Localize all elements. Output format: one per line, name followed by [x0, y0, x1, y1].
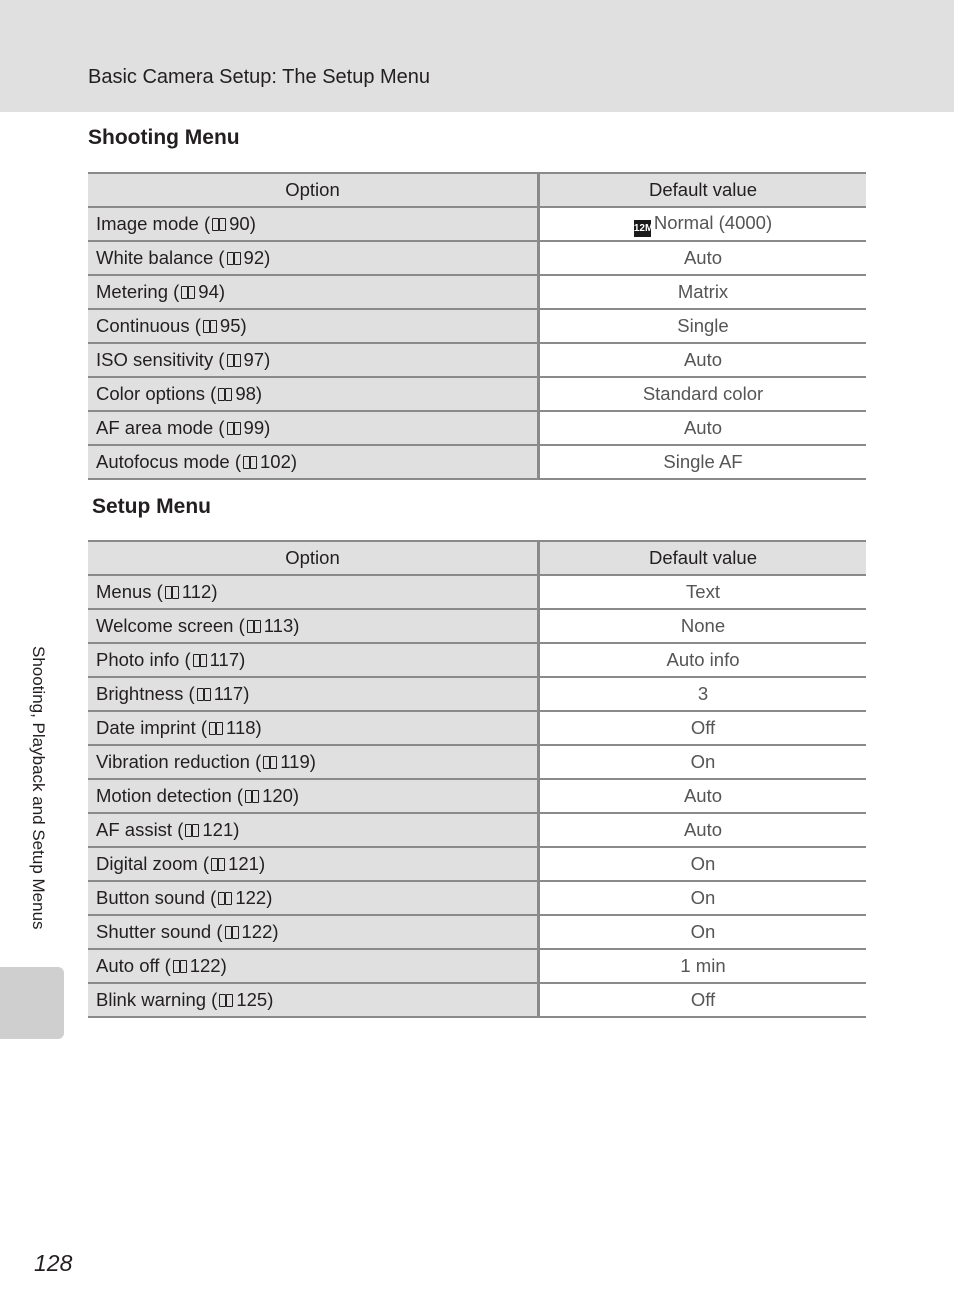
table-row — [88, 575, 866, 609]
default-value-cell — [539, 643, 867, 677]
default-value: 3 — [697, 683, 709, 704]
table-row — [88, 745, 866, 779]
default-value-cell — [539, 377, 867, 411]
table-row — [88, 677, 866, 711]
side-tab — [0, 967, 64, 1039]
option-name: Digital zoom ( — [96, 853, 210, 874]
table-row — [88, 711, 866, 745]
default-value-cell — [539, 309, 867, 343]
option-name: Blink warning ( — [96, 989, 218, 1010]
page-reference: 121) — [228, 853, 266, 874]
page-reference: 97) — [243, 349, 271, 370]
option-name: Auto off ( — [96, 955, 171, 976]
table-row — [88, 881, 866, 915]
table-row — [88, 949, 866, 983]
default-value-cell — [539, 745, 867, 779]
page-reference-icon — [184, 823, 201, 838]
default-value-cell — [539, 711, 867, 745]
default-value: Text — [686, 581, 720, 602]
page-reference-icon — [218, 993, 235, 1008]
page-reference-icon — [226, 353, 243, 368]
page-reference: 113) — [263, 615, 300, 636]
running-header: Basic Camera Setup: The Setup Menu — [88, 66, 431, 88]
option-cell — [88, 983, 539, 1017]
option-cell — [88, 813, 539, 847]
setup-menu-table — [88, 540, 866, 1018]
page-reference-icon — [208, 721, 225, 736]
option-cell — [88, 275, 539, 309]
option-name: ISO sensitivity ( — [96, 349, 225, 370]
default-value: On — [690, 921, 716, 942]
default-value-cell — [539, 411, 867, 445]
option-cell — [88, 949, 539, 983]
table-row — [88, 609, 866, 643]
option-cell — [88, 343, 539, 377]
table-row — [88, 813, 866, 847]
default-value-column-header: Default value — [539, 541, 867, 575]
page-reference-icon — [210, 857, 227, 872]
option-cell — [88, 445, 539, 479]
page-reference: 120) — [262, 785, 300, 806]
option-name: AF assist ( — [96, 819, 184, 840]
page-reference: 118) — [226, 717, 262, 738]
option-cell — [88, 847, 539, 881]
default-value: Off — [690, 989, 716, 1010]
default-value-column-header: Default value — [539, 173, 867, 207]
option-name: Brightness ( — [96, 683, 195, 704]
default-value: On — [690, 887, 716, 908]
option-name: Date imprint ( — [96, 717, 208, 738]
default-value: Auto — [683, 785, 723, 806]
side-tab-label: Shooting, Playback and Setup Menus — [29, 646, 48, 930]
table-header-row — [88, 541, 866, 575]
option-column-header: Option — [88, 541, 539, 575]
table-row — [88, 983, 866, 1017]
page-reference-icon — [180, 285, 197, 300]
table-row — [88, 445, 866, 479]
default-value: Matrix — [677, 281, 729, 302]
option-name: Metering ( — [96, 281, 180, 302]
option-name: AF area mode ( — [96, 417, 225, 438]
default-value-cell — [539, 847, 867, 881]
page-reference-icon — [196, 687, 213, 702]
default-value: Auto — [683, 417, 723, 438]
table-row — [88, 779, 866, 813]
table-row — [88, 343, 866, 377]
page-reference: 90) — [229, 213, 256, 234]
default-value-cell — [539, 779, 867, 813]
option-cell — [88, 881, 539, 915]
table-row — [88, 643, 866, 677]
option-cell — [88, 609, 539, 643]
page-reference: 122) — [235, 887, 273, 908]
option-name: Motion detection ( — [96, 785, 244, 806]
default-value-cell — [539, 677, 867, 711]
option-column-header: Option — [88, 173, 539, 207]
page-reference: 98) — [235, 383, 263, 404]
page-reference-icon — [244, 789, 261, 804]
default-value: On — [690, 853, 716, 874]
page-reference: 102) — [260, 451, 298, 472]
default-value: Normal (4000) — [653, 211, 773, 233]
page-reference: 125) — [236, 989, 274, 1010]
page-reference-icon — [224, 925, 241, 940]
table-row — [88, 207, 866, 241]
default-value-cell — [539, 445, 867, 479]
option-cell — [88, 575, 539, 609]
option-cell — [88, 643, 539, 677]
table-row — [88, 915, 866, 949]
table-row — [88, 411, 866, 445]
default-value-cell — [539, 207, 867, 241]
option-name: Image mode ( — [96, 213, 211, 234]
page-reference: 122) — [241, 921, 279, 942]
default-value: Off — [690, 717, 716, 738]
page-reference: 119) — [280, 751, 316, 772]
page-reference: 117) — [209, 649, 246, 670]
page-reference: 99) — [243, 417, 271, 438]
setup-menu-title: Setup Menu — [92, 495, 211, 518]
table-row — [88, 309, 866, 343]
page-number: 128 — [34, 1250, 73, 1276]
setup-menu-rows — [88, 575, 866, 1017]
page-reference-icon — [246, 619, 263, 634]
image-size-icon: 12M — [634, 220, 651, 237]
page-reference: 112) — [181, 581, 218, 602]
table-row — [88, 241, 866, 275]
option-name: White balance ( — [96, 247, 225, 268]
option-name: Autofocus mode ( — [96, 451, 241, 472]
option-name: Button sound ( — [96, 887, 217, 908]
default-value-cell — [539, 949, 867, 983]
default-value: None — [680, 615, 726, 636]
page-reference-icon — [192, 653, 209, 668]
page-reference: 95) — [219, 315, 247, 336]
default-value: Auto — [683, 819, 723, 840]
page-reference: 92) — [243, 247, 271, 268]
option-cell — [88, 377, 539, 411]
page-reference-icon — [242, 455, 259, 470]
page-reference-icon — [217, 891, 234, 906]
option-cell — [88, 309, 539, 343]
page-reference: 94) — [198, 281, 226, 302]
shooting-menu-table — [88, 172, 866, 480]
option-cell — [88, 779, 539, 813]
option-cell — [88, 411, 539, 445]
page-reference-icon — [211, 217, 228, 232]
default-value-cell — [539, 343, 867, 377]
option-cell — [88, 677, 539, 711]
page-reference-icon — [226, 251, 243, 266]
option-name: Continuous ( — [96, 315, 201, 336]
option-name: Vibration reduction ( — [96, 751, 262, 772]
default-value-cell — [539, 915, 867, 949]
default-value-cell — [539, 609, 867, 643]
option-name: Menus ( — [96, 581, 163, 602]
option-cell — [88, 915, 539, 949]
option-name: Welcome screen ( — [96, 615, 245, 636]
default-value: Auto — [683, 349, 723, 370]
default-value: 1 min — [680, 955, 726, 976]
table-row — [88, 377, 866, 411]
shooting-menu-title: Shooting Menu — [88, 126, 240, 149]
default-value-cell — [539, 881, 867, 915]
page-reference: 117) — [213, 683, 250, 704]
default-value-cell — [539, 275, 867, 309]
page-reference-icon — [172, 959, 189, 974]
option-cell — [88, 207, 539, 241]
default-value-cell — [539, 241, 867, 275]
option-name: Shutter sound ( — [96, 921, 223, 942]
page-reference-icon — [226, 421, 243, 436]
option-cell — [88, 745, 539, 779]
table-row — [88, 847, 866, 881]
option-name: Color options ( — [96, 383, 217, 404]
table-header-row — [88, 173, 866, 207]
default-value: On — [690, 751, 716, 772]
option-name: Photo info ( — [96, 649, 191, 670]
default-value: Auto — [683, 247, 723, 268]
default-value-cell — [539, 575, 867, 609]
option-cell — [88, 711, 539, 745]
default-value-cell — [539, 983, 867, 1017]
page-reference: 121) — [202, 819, 240, 840]
default-value: Auto info — [666, 649, 740, 670]
default-value: Single — [677, 315, 729, 336]
default-value: Single AF — [663, 451, 743, 472]
option-cell — [88, 241, 539, 275]
page-reference-icon — [164, 585, 181, 600]
table-row — [88, 275, 866, 309]
page-reference-icon — [217, 387, 234, 402]
default-value: Standard color — [642, 383, 764, 404]
header-band — [0, 0, 954, 112]
page-reference: 122) — [189, 955, 227, 976]
shooting-menu-rows — [88, 207, 866, 479]
page-reference-icon — [262, 755, 279, 770]
default-value-cell — [539, 813, 867, 847]
page-reference-icon — [202, 319, 219, 334]
